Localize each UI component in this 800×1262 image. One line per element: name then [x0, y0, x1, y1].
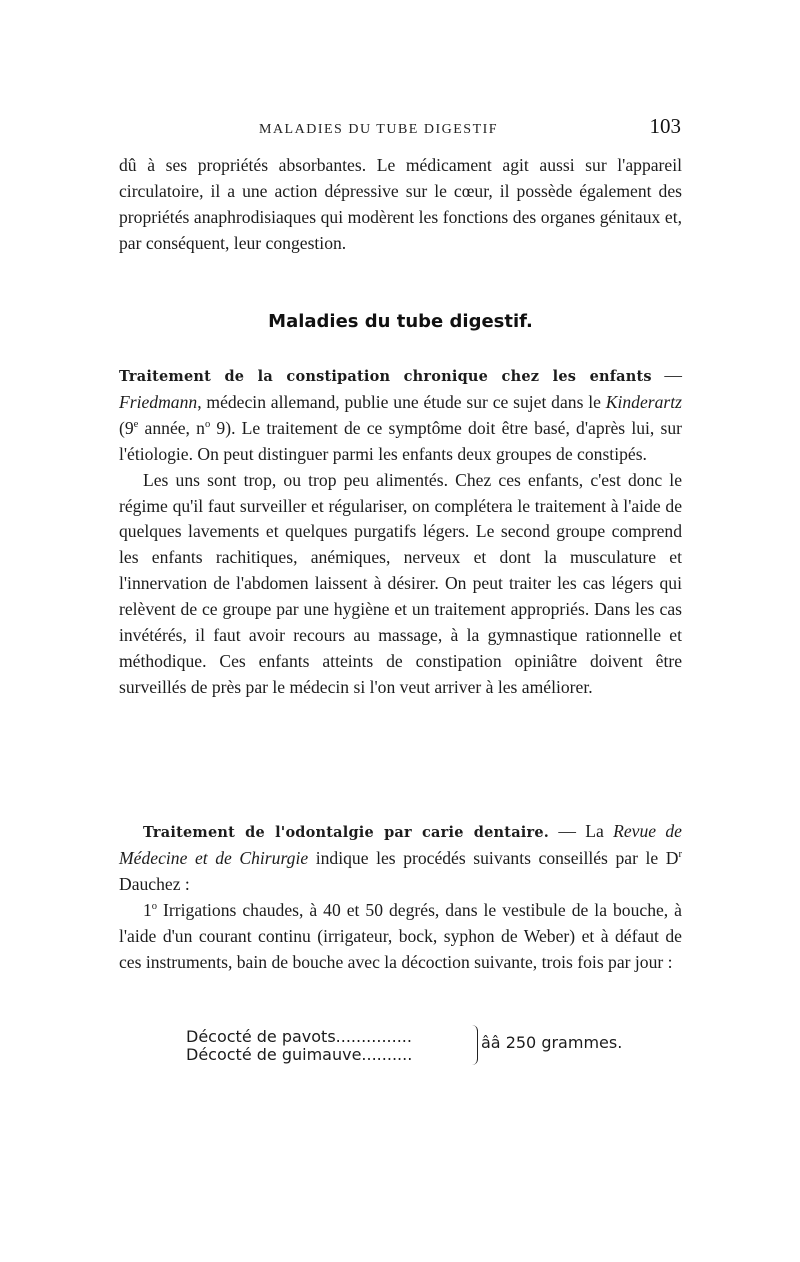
superscript-e: e — [133, 418, 139, 430]
recipe-block — [186, 1025, 656, 1073]
intro-paragraph — [119, 153, 682, 257]
constipation-paragraph-1 — [119, 363, 682, 468]
constipation-dash: — — [651, 365, 682, 385]
odontalgie-paragraph-2 — [119, 898, 682, 976]
constipation-text-d: 9). Le traitement de ce symptôme doit être basé, d'après lui, sur l'étiologie. On peut distinguer parmi les enfants deux groupes de constipés. — [119, 417, 682, 464]
odontalgie-text-a: indique les procédés suivants conseillés par le D — [308, 847, 679, 868]
constipation-article — [119, 363, 682, 701]
recipe-line-guimauve: Décocté de guimauve.......... — [186, 1045, 413, 1064]
odontalgie-article — [119, 819, 682, 975]
journal-name-revue: Revue de Médecine et de Chirurgie — [119, 821, 682, 868]
author-name: Friedmann — [119, 391, 198, 412]
constipation-text-c: année, n — [138, 417, 205, 438]
constipation-text-b: (9 — [119, 417, 134, 438]
journal-name: Kinderartz — [605, 391, 682, 412]
superscript-r: r — [678, 849, 683, 861]
odontalgie-dash: — La — [549, 821, 614, 841]
recipe-quantity: ââ 250 grammes. — [481, 1033, 623, 1052]
section-title: Maladies du tube digestif. — [268, 311, 533, 332]
brace-icon — [469, 1025, 478, 1065]
constipation-text-a: , médecin allemand, publie une étude sur ce sujet dans le — [197, 391, 606, 412]
odontalgie-paragraph-1 — [119, 819, 682, 898]
intro-text: dû à ses propriétés absorbantes. Le médicament agit aussi sur l'appareil circulatoire, il a une action dépressive sur le cœur, il possède également des propriétés anaphrodisiaques qui modèrent les fonctions des organes génitaux et, par conséquent, leur congestion. — [119, 155, 682, 253]
odontalgie-heading: Traitement de l'odontalgie par carie dentaire. — [143, 824, 550, 841]
superscript-o: o — [204, 418, 211, 430]
constipation-heading: Traitement de la constipation chronique chez les enfants — [119, 368, 652, 385]
running-title: MALADIES DU TUBE DIGESTIF — [259, 122, 499, 137]
constipation-paragraph-2: Les uns sont trop, ou trop peu alimentés. Chez ces enfants, c'est donc le régime qu'il faut surveiller et régulariser, on complétera le traitement à l'aide de quelques lavements et quelques purgatifs légers. Le second groupe comprend les enfants rachitiques, anémiques, nerveux et dont la musculature et l'innervation de l'abdomen laissent à désirer. On peut traiter les cas légers qui relèvent de ce groupe par une hygiène et un traitement appropriés. Dans les cas invétérés, il faut avoir recours au massage, à la gymnastique rationnelle et méthodique. Ces enfants atteints de constipation opiniâtre doivent être surveillés de près par le médecin si l'on veut arriver à les améliorer. — [119, 469, 682, 697]
superscript-o-list: o — [151, 900, 158, 912]
list-number: 1 — [143, 899, 152, 920]
odontalgie-text-2: Irrigations chaudes, à 40 et 50 degrés, dans le vestibule de la bouche, à l'aide d'un courant continu (irrigateur, bock, syphon de Weber) et à défaut de ces instruments, bain de bouche avec la décoction suivante, trois fois par jour : — [119, 899, 682, 972]
page-number: 103 — [649, 114, 681, 138]
running-head — [119, 116, 681, 146]
odontalgie-text-b: Dauchez : — [119, 873, 190, 894]
recipe-line-pavots: Décocté de pavots............... — [186, 1027, 412, 1046]
